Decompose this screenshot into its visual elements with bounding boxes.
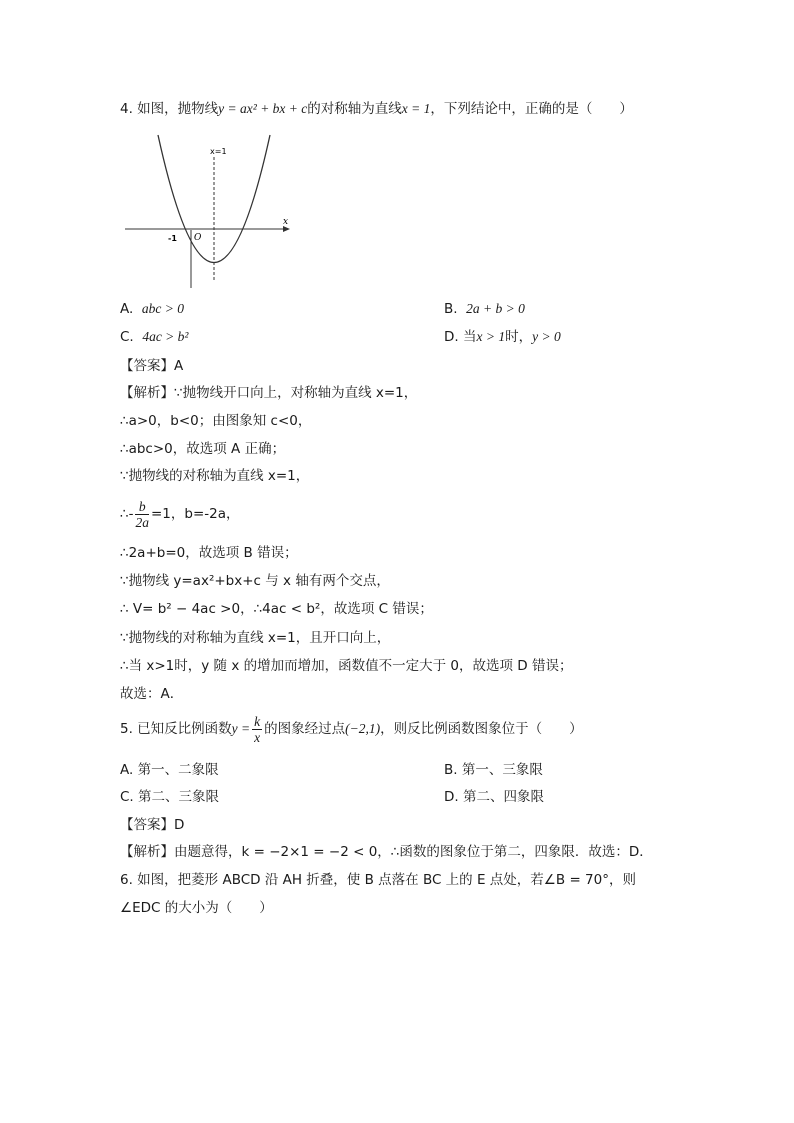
q4-stem-part2: 的对称轴为直线	[307, 101, 402, 117]
q5-option-d: D. 第二、四象限	[444, 789, 544, 805]
q5-function-prefix: y =	[231, 721, 251, 736]
q5-answer: 【答案】D	[120, 817, 185, 833]
q4-analysis-line-1	[120, 384, 417, 402]
q4-stem-part1: 4. 如图，抛物线	[120, 101, 219, 117]
q4-analysis-line-7: ∵抛物线 y=ax²+bx+c 与 x 轴有两个交点，	[120, 573, 390, 589]
root-label: -1	[168, 234, 177, 243]
q5-option-b: B. 第一、三象限	[444, 762, 543, 778]
option-b-label: B.	[444, 301, 458, 317]
q4-analysis-fraction-line	[120, 497, 239, 531]
q4-stem-part3: ，下列结论中，正确的是（ ）	[430, 101, 633, 117]
option-d-condition: x > 1	[476, 329, 506, 344]
option-d-text: y > 0	[532, 329, 561, 344]
fraction-numerator: b	[135, 499, 149, 515]
q4-analysis-line-10: ∴当 x>1时，y 随 x 的增加而增加，函数值不一定大于 0，故选项 D 错误；	[120, 658, 573, 674]
q4-analysis-line-8: ∴ V= b² − 4ac >0，∴4ac < b²，故选项 C 错误；	[120, 601, 433, 617]
option-d-pre: 当	[462, 329, 477, 345]
q4-analysis-line-4: ∵抛物线的对称轴为直线 x=1，	[120, 468, 310, 484]
q4-analysis-line-6: ∴2a+b=0，故选项 B 错误；	[120, 545, 298, 561]
option-d-label: D.	[444, 329, 459, 345]
q5-option-c: C. 第二、三象限	[120, 789, 220, 805]
q5-stem-part1: 5. 已知反比例函数	[120, 721, 232, 737]
option-c-label: C.	[120, 329, 134, 345]
q4-option-b	[444, 300, 525, 318]
q4-axis-equation: x = 1	[401, 101, 431, 116]
q4-analysis-line-2: ∴a>0，b<0；由图象知 c<0，	[120, 413, 312, 429]
analysis-tag: 【解析】	[120, 385, 174, 401]
symmetry-axis-label: x=1	[210, 147, 227, 156]
fraction-denominator: 2a	[135, 514, 149, 530]
q4-equation: y = ax² + bx + c	[218, 101, 308, 116]
q4-option-d	[444, 328, 561, 346]
q6-stem-line-2: ∠EDC 的大小为（ ）	[120, 900, 273, 916]
q5-point: (−2,1)	[345, 721, 381, 736]
q4-option-c	[120, 328, 188, 346]
option-b-text: 2a + b > 0	[466, 301, 525, 316]
option-d-mid: 时，	[505, 329, 533, 345]
q5-option-a: A. 第一、二象限	[120, 762, 219, 778]
fraction-b-over-2a	[135, 499, 149, 530]
parabola-figure	[120, 130, 300, 290]
origin-label: O	[194, 233, 202, 243]
q5-stem-part2: 的图象经过点	[264, 721, 346, 737]
q4-analysis-line-3: ∴abc>0，故选项 A 正确；	[120, 441, 286, 457]
analysis-text: ∵抛物线开口向上，对称轴为直线 x=1，	[174, 385, 418, 401]
q4-analysis-line-11: 故选：A．	[120, 686, 184, 702]
q4-analysis-line-9: ∵抛物线的对称轴为直线 x=1，且开口向上，	[120, 630, 391, 646]
fraction-suffix: =1，b=-2a，	[150, 506, 240, 522]
q5-stem-part3: ，则反比例函数图象位于（ ）	[380, 721, 583, 737]
q5-analysis: 【解析】由题意得，k = −2×1 = −2 < 0，∴函数的图象位于第二，四象限．故选：D．	[120, 844, 653, 860]
q5-fraction-denominator: x	[254, 729, 261, 745]
q5-fraction-k-over-x	[252, 714, 262, 745]
q4-stem	[120, 100, 633, 118]
q4-option-a	[120, 300, 184, 318]
option-c-text: 4ac > b²	[142, 329, 189, 344]
option-a-text: abc > 0	[141, 301, 184, 316]
x-axis-label: x	[283, 217, 289, 227]
option-a-label: A.	[120, 301, 134, 317]
q5-fraction-numerator: k	[254, 713, 261, 729]
q6-stem-line-1: 6. 如图，把菱形 ABCD 沿 AH 折叠，使 B 点落在 BC 上的 E 点处，若∠B = 70°，则	[120, 872, 636, 888]
q5-stem	[120, 712, 583, 746]
q4-answer: 【答案】A	[120, 358, 184, 374]
fraction-prefix: ∴-	[120, 506, 134, 522]
